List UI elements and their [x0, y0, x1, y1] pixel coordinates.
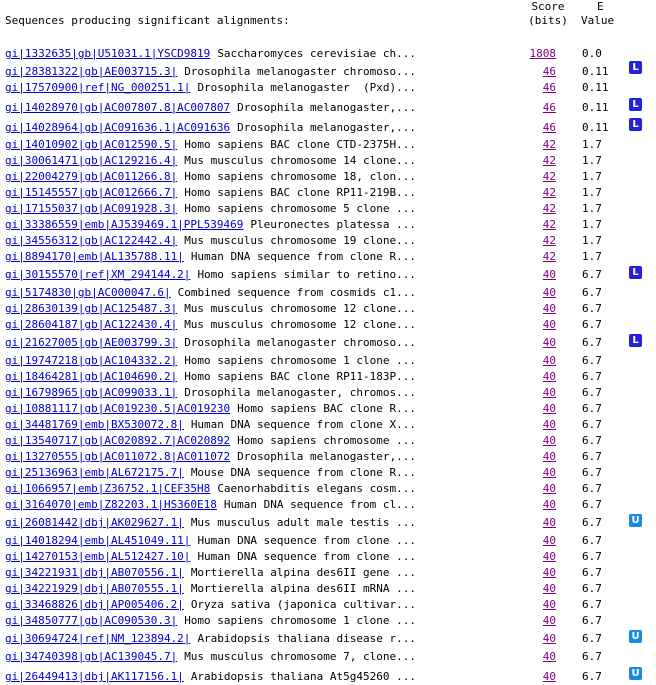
accession-link[interactable]: gi|26449413|dbj|AK117156.1| [5, 670, 184, 683]
sequence-description: Drosophila melanogaster,... [237, 101, 416, 114]
accession-link[interactable]: gi|14028964|gb|AC091636.1|AC091636 [5, 121, 231, 134]
evalue-value: 6.7 [582, 550, 602, 563]
evalue-value: 6.7 [582, 670, 602, 683]
alignment-row [0, 218, 656, 232]
alignment-row [0, 202, 656, 216]
sequence-description: Human DNA sequence from clone X... [190, 418, 416, 431]
evalue-value: 6.7 [582, 302, 602, 315]
sequence-description: Mouse DNA sequence from clone R... [190, 466, 416, 479]
score-link[interactable]: 46 [542, 101, 556, 114]
alignment-row [0, 154, 656, 168]
evalue-value: 1.7 [582, 234, 602, 247]
alignment-row [0, 81, 656, 95]
sequence-description: Mus musculus adult male testis ... [190, 516, 416, 529]
accession-link[interactable]: gi|14010902|gb|AC012590.5| [5, 138, 178, 151]
locuslink-icon[interactable]: L [629, 266, 642, 279]
score-link[interactable]: 40 [542, 534, 556, 547]
accession-link[interactable]: gi|18464281|gb|AC104690.2| [5, 370, 178, 383]
sequence-description: Human DNA sequence from clone ... [197, 550, 416, 563]
evalue-value: 1.7 [582, 202, 602, 215]
alignment-row [0, 121, 656, 135]
evalue-value: 1.7 [582, 218, 602, 231]
evalue-value: 1.7 [582, 186, 602, 199]
accession-link[interactable]: gi|10881117|gb|AC019230.5|AC019230 [5, 402, 231, 415]
alignment-row [0, 250, 656, 264]
evalue-value: 6.7 [582, 566, 602, 579]
alignment-row [0, 418, 656, 432]
alignment-row [0, 286, 656, 300]
score-link[interactable]: 40 [542, 268, 556, 281]
alignment-row [0, 670, 656, 684]
alignment-row [0, 598, 656, 612]
accession-link[interactable]: gi|30694724|ref|NM_123894.2| [5, 632, 191, 645]
evalue-value: 6.7 [582, 534, 602, 547]
score-link[interactable]: 1808 [529, 47, 556, 60]
score-link[interactable]: 40 [542, 498, 556, 511]
evalue-value: 6.7 [582, 402, 602, 415]
evalue-value: 0.11 [582, 121, 609, 134]
score-link[interactable]: 40 [542, 582, 556, 595]
sequence-description: Pleuronectes platessa ... [250, 218, 416, 231]
score-link[interactable]: 40 [542, 336, 556, 349]
accession-link[interactable]: gi|13270555|gb|AC011072.8|AC011072 [5, 450, 231, 463]
evalue-value: 1.7 [582, 250, 602, 263]
sequence-description: Homo sapiens BAC clone RP11-183P... [184, 370, 416, 383]
sequence-description: Arabidopsis thaliana At5g45260 ... [190, 670, 416, 683]
alignment-row [0, 302, 656, 316]
evalue-value: 6.7 [582, 466, 602, 479]
sequence-description: Drosophila melanogaster chromoso... [184, 65, 416, 78]
sequence-description: Homo sapiens chromosome ... [237, 434, 416, 447]
accession-link[interactable]: gi|13540717|gb|AC020892.7|AC020892 [5, 434, 231, 447]
score-link[interactable]: 40 [542, 450, 556, 463]
sequence-description: Human DNA sequence from clone ... [197, 534, 416, 547]
sequence-description: Human DNA sequence from clone R... [190, 250, 416, 263]
locuslink-icon[interactable]: L [629, 98, 642, 111]
score-link[interactable]: 46 [542, 121, 556, 134]
accession-link[interactable]: gi|28630139|gb|AC125487.3| [5, 302, 178, 315]
score-link[interactable]: 42 [542, 154, 556, 167]
score-link[interactable]: 40 [542, 354, 556, 367]
accession-link[interactable]: gi|34850777|gb|AC090530.3| [5, 614, 178, 627]
alignment-row [0, 234, 656, 248]
locuslink-icon[interactable]: L [629, 61, 642, 74]
score-link[interactable]: 40 [542, 402, 556, 415]
accession-link[interactable]: gi|34481769|emb|BX530072.8| [5, 418, 184, 431]
score-link[interactable]: 40 [542, 598, 556, 611]
accession-link[interactable]: gi|8894170|emb|AL135788.11| [5, 250, 184, 263]
score-link[interactable]: 40 [542, 516, 556, 529]
score-link[interactable]: 40 [542, 370, 556, 383]
score-link[interactable]: 46 [542, 65, 556, 78]
evalue-value: 0.0 [582, 47, 602, 60]
score-link[interactable]: 40 [542, 434, 556, 447]
alignment-row [0, 614, 656, 628]
evalue-value: 1.7 [582, 138, 602, 151]
evalue-value: 0.11 [582, 81, 609, 94]
sequence-description: Mus musculus chromosome 7, clone... [184, 650, 416, 663]
accession-link[interactable]: gi|17570900|ref|NG_000251.1| [5, 81, 191, 94]
sequence-description: Drosophila melanogaster chromoso... [184, 336, 416, 349]
sequence-description: Drosophila melanogaster (Pxd)... [197, 81, 416, 94]
accession-link[interactable]: gi|34221929|dbj|AB070555.1| [5, 582, 184, 595]
evalue-value: 1.7 [582, 170, 602, 183]
accession-link[interactable]: gi|34740398|gb|AC139045.7| [5, 650, 178, 663]
sequence-description: Mus musculus chromosome 19 clone... [184, 234, 416, 247]
evalue-value: 6.7 [582, 614, 602, 627]
accession-link[interactable]: gi|14270153|emb|AL512427.10| [5, 550, 191, 563]
accession-link[interactable]: gi|14028970|gb|AC007807.8|AC007807 [5, 101, 231, 114]
accession-link[interactable]: gi|33468826|dbj|AP005406.2| [5, 598, 184, 611]
score-link[interactable]: 40 [542, 302, 556, 315]
sequence-description: Homo sapiens BAC clone CTD-2375H... [184, 138, 416, 151]
evalue-value: 0.11 [582, 65, 609, 78]
accession-link[interactable]: gi|17155037|gb|AC091928.3| [5, 202, 178, 215]
alignment-row [0, 65, 656, 79]
section-title: Sequences producing significant alignments: [5, 14, 290, 27]
sequence-description: Homo sapiens chromosome 5 clone ... [184, 202, 416, 215]
evalue-units-label: Value [581, 14, 615, 27]
evalue-value: 0.11 [582, 101, 609, 114]
alignment-row [0, 186, 656, 200]
evalue-value: 6.7 [582, 286, 602, 299]
score-link[interactable]: 42 [542, 202, 556, 215]
locuslink-icon[interactable]: L [629, 334, 642, 347]
accession-link[interactable]: gi|21627005|gb|AE003799.3| [5, 336, 178, 349]
alignment-row [0, 354, 656, 368]
alignment-row [0, 650, 656, 664]
unigene-icon[interactable]: U [629, 514, 642, 527]
sequence-description: Mortierella alpina des6II mRNA ... [190, 582, 416, 595]
evalue-value: 6.7 [582, 582, 602, 595]
accession-link[interactable]: gi|14018294|emb|AL451049.11| [5, 534, 191, 547]
alignment-row [0, 434, 656, 448]
score-link[interactable]: 40 [542, 286, 556, 299]
score-link[interactable]: 46 [542, 81, 556, 94]
accession-link[interactable]: gi|33386559|emb|AJ539469.1|PPL539469 [5, 218, 244, 231]
sequence-description: Mortierella alpina des6II gene ... [190, 566, 416, 579]
sequence-description: Homo sapiens BAC clone RP11-219B... [184, 186, 416, 199]
alignment-row [0, 336, 656, 350]
accession-link[interactable]: gi|30061471|gb|AC129216.4| [5, 154, 178, 167]
sequence-description: Combined sequence from cosmids c1... [177, 286, 416, 299]
score-link[interactable]: 40 [542, 482, 556, 495]
score-link[interactable]: 42 [542, 138, 556, 151]
evalue-value: 6.7 [582, 354, 602, 367]
score-link[interactable]: 42 [542, 218, 556, 231]
sequence-description: Drosophila melanogaster,... [237, 450, 416, 463]
score-link[interactable]: 40 [542, 318, 556, 331]
score-link[interactable]: 40 [542, 466, 556, 479]
locuslink-icon[interactable]: L [629, 118, 642, 131]
unigene-icon[interactable]: U [629, 630, 642, 643]
alignment-row [0, 386, 656, 400]
evalue-value: 6.7 [582, 650, 602, 663]
alignment-row [0, 318, 656, 332]
alignment-row [0, 268, 656, 282]
evalue-value: 6.7 [582, 336, 602, 349]
sequence-description: Mus musculus chromosome 12 clone... [184, 302, 416, 315]
score-units-label: (bits) [528, 14, 568, 27]
score-link[interactable]: 40 [542, 614, 556, 627]
unigene-icon[interactable]: U [629, 667, 642, 680]
alignment-row [0, 516, 656, 530]
alignment-row [0, 498, 656, 512]
evalue-value: 6.7 [582, 318, 602, 331]
score-link[interactable]: 42 [542, 250, 556, 263]
score-link[interactable]: 40 [542, 550, 556, 563]
evalue-value: 6.7 [582, 498, 602, 511]
sequence-description: Mus musculus chromosome 14 clone... [184, 154, 416, 167]
accession-link[interactable]: gi|30155570|ref|XM_294144.2| [5, 268, 191, 281]
accession-link[interactable]: gi|28604187|gb|AC122430.4| [5, 318, 178, 331]
accession-link[interactable]: gi|15145557|gb|AC012666.7| [5, 186, 178, 199]
accession-link[interactable]: gi|1066957|emb|Z36752.1|CEF35H8 [5, 482, 211, 495]
evalue-value: 6.7 [582, 598, 602, 611]
sequence-description: Oryza sativa (japonica cultivar... [190, 598, 416, 611]
accession-link[interactable]: gi|28381322|gb|AE003715.3| [5, 65, 178, 78]
accession-link[interactable]: gi|26081442|dbj|AK029627.1| [5, 516, 184, 529]
alignment-row [0, 632, 656, 646]
alignment-row [0, 582, 656, 596]
sequence-description: Mus musculus chromosome 12 clone... [184, 318, 416, 331]
score-link[interactable]: 40 [542, 566, 556, 579]
score-link[interactable]: 40 [542, 386, 556, 399]
sequence-description: Human DNA sequence from cl... [223, 498, 416, 511]
score-link[interactable]: 40 [542, 418, 556, 431]
sequence-description: Homo sapiens chromosome 1 clone ... [184, 354, 416, 367]
alignment-row [0, 47, 656, 61]
alignment-row [0, 482, 656, 496]
alignment-row [0, 370, 656, 384]
accession-link[interactable]: gi|1332635|gb|U51031.1|YSCD9819 [5, 47, 211, 60]
score-link[interactable]: 40 [542, 650, 556, 663]
score-link[interactable]: 40 [542, 632, 556, 645]
evalue-value: 6.7 [582, 516, 602, 529]
sequence-description: Caenorhabditis elegans cosm... [217, 482, 416, 495]
evalue-column-header [581, 0, 621, 28]
alignment-row [0, 534, 656, 548]
accession-link[interactable]: gi|34221931|dbj|AB070556.1| [5, 566, 184, 579]
alignment-row [0, 138, 656, 152]
evalue-value: 1.7 [582, 154, 602, 167]
evalue-label: E [597, 0, 604, 13]
sequence-description: Arabidopsis thaliana disease r... [197, 632, 416, 645]
accession-link[interactable]: gi|25136963|emb|AL672175.7| [5, 466, 184, 479]
score-label: Score [531, 0, 565, 13]
evalue-value: 6.7 [582, 370, 602, 383]
sequence-description: Homo sapiens BAC clone R... [237, 402, 416, 415]
score-link[interactable]: 42 [542, 170, 556, 183]
alignment-row [0, 450, 656, 464]
evalue-value: 6.7 [582, 268, 602, 281]
score-link[interactable]: 42 [542, 186, 556, 199]
accession-link[interactable]: gi|22004279|gb|AC011266.8| [5, 170, 178, 183]
alignment-row [0, 101, 656, 115]
sequence-description: Drosophila melanogaster, chromos... [184, 386, 416, 399]
evalue-value: 6.7 [582, 450, 602, 463]
accession-link[interactable]: gi|19747218|gb|AC104332.2| [5, 354, 178, 367]
evalue-value: 6.7 [582, 418, 602, 431]
accession-link[interactable]: gi|3164070|emb|Z82203.1|HS360E18 [5, 498, 217, 511]
sequence-description: Homo sapiens chromosome 18, clon... [184, 170, 416, 183]
accession-link[interactable]: gi|34556312|gb|AC122442.4| [5, 234, 178, 247]
evalue-value: 6.7 [582, 386, 602, 399]
alignment-row [0, 550, 656, 564]
sequence-description: Homo sapiens chromosome 1 clone ... [184, 614, 416, 627]
evalue-value: 6.7 [582, 482, 602, 495]
score-link[interactable]: 42 [542, 234, 556, 247]
evalue-value: 6.7 [582, 632, 602, 645]
sequence-description: Drosophila melanogaster,... [237, 121, 416, 134]
alignment-row [0, 566, 656, 580]
accession-link[interactable]: gi|5174830|gb|AC000047.6| [5, 286, 171, 299]
score-column-header [524, 0, 572, 28]
alignment-row [0, 402, 656, 416]
evalue-value: 6.7 [582, 434, 602, 447]
alignment-row [0, 466, 656, 480]
sequence-description: Homo sapiens similar to retino... [197, 268, 416, 281]
alignment-row [0, 170, 656, 184]
score-link[interactable]: 40 [542, 670, 556, 683]
accession-link[interactable]: gi|16798965|gb|AC099033.1| [5, 386, 178, 399]
sequence-description: Saccharomyces cerevisiae ch... [217, 47, 416, 60]
